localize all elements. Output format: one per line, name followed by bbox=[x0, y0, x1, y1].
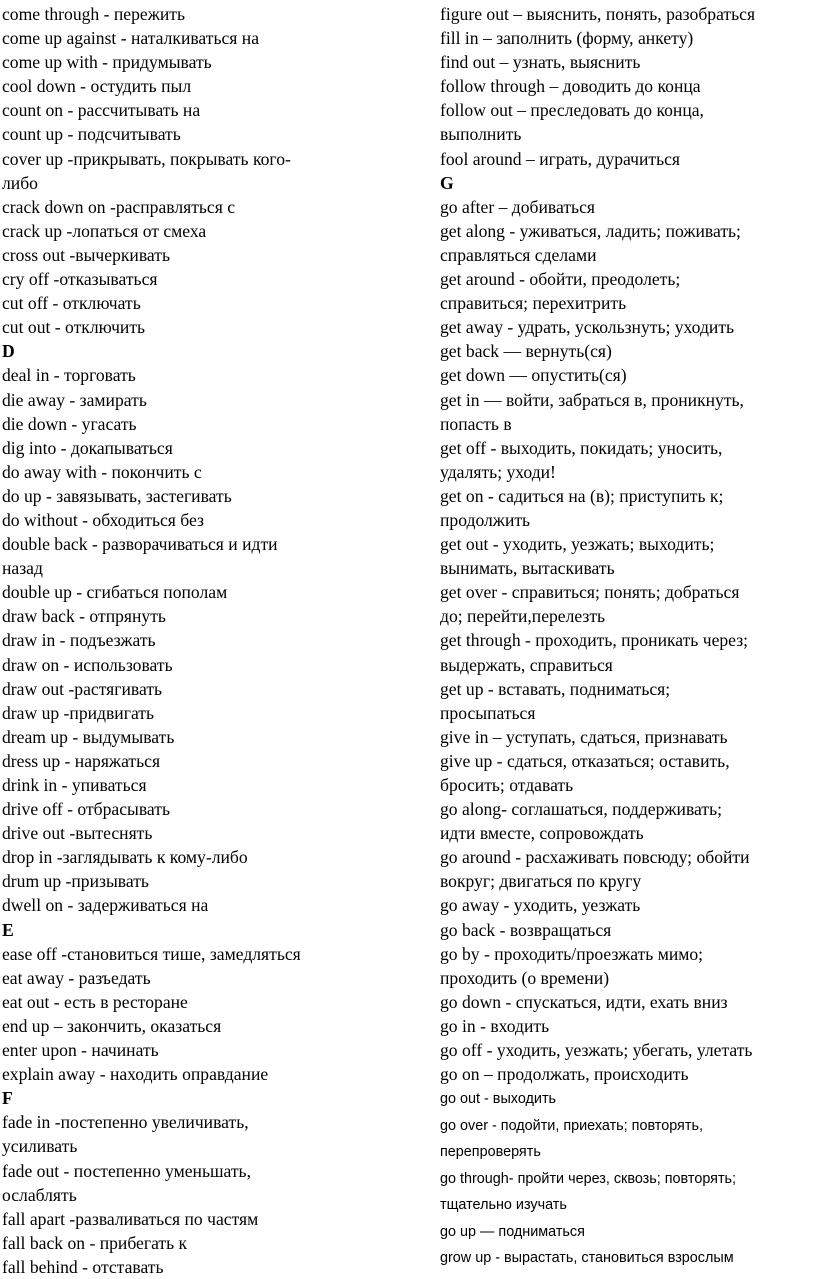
dictionary-line: fall back on - прибегать к bbox=[2, 1232, 188, 1253]
dictionary-line: cut off - отключать bbox=[2, 293, 141, 314]
dictionary-line: go after – добиваться bbox=[440, 196, 595, 217]
dictionary-line: go through- пройти через, сквозь; повторять; bbox=[440, 1170, 737, 1187]
dictionary-line: удалять; уходи! bbox=[440, 461, 556, 482]
dictionary-line: deal in - торговать bbox=[2, 365, 136, 386]
dictionary-line: go out - выходить bbox=[440, 1091, 557, 1108]
dictionary-line: справиться; перехитрить bbox=[440, 293, 627, 314]
dictionary-line: справляться сделами bbox=[440, 244, 597, 265]
dictionary-line: eat away - разъедать bbox=[2, 967, 151, 988]
dictionary-line: либо bbox=[2, 172, 38, 193]
dictionary-line: fall behind - отставать bbox=[2, 1256, 164, 1277]
dictionary-line: fall apart -разваливаться по частям bbox=[2, 1208, 259, 1229]
dictionary-line: до; перейти,перелезть bbox=[440, 606, 606, 627]
dictionary-line: go off - уходить, уезжать; убегать, улетать bbox=[440, 1040, 753, 1061]
dictionary-line: cross out -вычеркивать bbox=[2, 244, 170, 265]
dictionary-line: go on – продолжать, происходить bbox=[440, 1064, 689, 1085]
dictionary-line: попасть в bbox=[440, 413, 512, 434]
dictionary-line: draw back - отпрянуть bbox=[2, 606, 166, 627]
dictionary-line: go over - подойти, приехать; повторять, bbox=[440, 1117, 703, 1134]
dictionary-line: fade out - постепенно уменьшать, bbox=[2, 1160, 251, 1181]
dictionary-line: выполнить bbox=[440, 124, 522, 145]
dictionary-line: count on - рассчитывать на bbox=[2, 100, 201, 121]
dictionary-line: get around - обойти, преодолеть; bbox=[440, 269, 681, 290]
dictionary-line: go in - входить bbox=[440, 1015, 550, 1036]
dictionary-line: drive off - отбрасывать bbox=[2, 799, 170, 820]
left-column bbox=[2, 2, 402, 1279]
section-header: G bbox=[440, 172, 454, 193]
dictionary-line: вынимать, вытаскивать bbox=[440, 558, 615, 579]
dictionary-line: crack down on -расправляться с bbox=[2, 196, 236, 217]
dictionary-line: get through - проходить, проникать через; bbox=[440, 630, 749, 651]
dictionary-line: вокруг; двигаться по кругу bbox=[440, 871, 642, 892]
dictionary-line: get over - справиться; понять; добраться bbox=[440, 582, 740, 603]
dictionary-line: fill in – заполнить (форму, анкету) bbox=[440, 28, 694, 49]
dictionary-line: double up - сгибаться пополам bbox=[2, 582, 228, 603]
dictionary-line: drop in -заглядывать к кому-либо bbox=[2, 847, 248, 868]
dictionary-line: die down - угасать bbox=[2, 413, 137, 434]
dictionary-line: do up - завязывать, застегивать bbox=[2, 485, 232, 506]
dictionary-line: do away with - покончить с bbox=[2, 461, 202, 482]
dictionary-line: get out - уходить, уезжать; выходить; bbox=[440, 534, 715, 555]
dictionary-line: draw out -растягивать bbox=[2, 678, 163, 699]
dictionary-line: give up - сдаться, отказаться; оставить, bbox=[440, 750, 730, 771]
dictionary-line: double back - разворачиваться и идти bbox=[2, 534, 278, 555]
dictionary-line: find out – узнать, выяснить bbox=[440, 52, 641, 73]
dictionary-line: get on - садиться на (в); приступить к; bbox=[440, 485, 724, 506]
dictionary-line: go up — подниматься bbox=[440, 1223, 585, 1240]
dictionary-line: give in – уступать, сдаться, признавать bbox=[440, 726, 728, 747]
dictionary-line: get away - удрать, ускользнуть; уходить bbox=[440, 317, 735, 338]
dictionary-line: fade in -постепенно увеличивать, bbox=[2, 1112, 249, 1133]
dictionary-line: drink in - упиваться bbox=[2, 775, 147, 795]
dictionary-line: cool down - остудить пыл bbox=[2, 76, 192, 97]
dictionary-line: тщательно изучать bbox=[440, 1197, 567, 1214]
dictionary-line: усиливать bbox=[2, 1136, 78, 1157]
dictionary-line: fool around – играть, дурачиться bbox=[440, 148, 681, 169]
dictionary-line: go around - расхаживать повсюду; обойти bbox=[440, 847, 750, 868]
dictionary-line: go along- соглашаться, поддерживать; bbox=[440, 799, 722, 820]
dictionary-line: draw on - использовать bbox=[2, 654, 173, 675]
dictionary-line: cover up -прикрывать, покрывать кого- bbox=[2, 148, 291, 169]
dictionary-line: get along - уживаться, ладить; поживать; bbox=[440, 220, 741, 241]
section-header: D bbox=[2, 341, 15, 362]
dictionary-line: go by - проходить/проезжать мимо; bbox=[440, 943, 704, 964]
dictionary-line: идти вместе, сопровождать bbox=[440, 823, 644, 844]
right-column bbox=[440, 2, 816, 1272]
dictionary-line: follow through – доводить до конца bbox=[440, 76, 701, 97]
section-header: F bbox=[2, 1088, 13, 1109]
dictionary-line: go back - возвращаться bbox=[440, 919, 612, 940]
dictionary-line: get off - выходить, покидать; уносить, bbox=[440, 437, 723, 458]
dictionary-line: бросить; отдавать bbox=[440, 775, 574, 795]
dictionary-line: dream up - выдумывать bbox=[2, 726, 175, 747]
dictionary-line: come up against - наталкиваться на bbox=[2, 28, 260, 49]
dictionary-line: cry off -отказываться bbox=[2, 269, 158, 290]
dictionary-line: come up with - придумывать bbox=[2, 52, 212, 73]
dictionary-line: ослаблять bbox=[2, 1184, 77, 1205]
dictionary-line: drum up -призывать bbox=[2, 871, 149, 892]
dictionary-line: выдержать, справиться bbox=[440, 654, 613, 675]
dictionary-line: cut out - отключить bbox=[2, 317, 146, 338]
dictionary-line: get in — войти, забраться в, проникнуть, bbox=[440, 389, 744, 410]
dictionary-line: просыпаться bbox=[440, 702, 536, 723]
dictionary-line: drive out -вытеснять bbox=[2, 823, 153, 844]
dictionary-line: go away - уходить, уезжать bbox=[440, 895, 641, 916]
section-header: E bbox=[2, 919, 14, 940]
dictionary-line: get back — вернуть(ся) bbox=[440, 341, 612, 362]
dictionary-line: get up - вставать, подниматься; bbox=[440, 678, 671, 699]
dictionary-line: figure out – выяснить, понять, разобраться bbox=[440, 4, 756, 24]
dictionary-line: draw up -придвигать bbox=[2, 702, 155, 723]
dictionary-line: назад bbox=[2, 558, 43, 579]
dictionary-line: enter upon - начинать bbox=[2, 1040, 159, 1061]
dictionary-line: count up - подсчитывать bbox=[2, 124, 181, 145]
dictionary-line: do without - обходиться без bbox=[2, 509, 204, 530]
dictionary-line: перепроверять bbox=[440, 1144, 541, 1161]
dictionary-line: eat out - есть в ресторане bbox=[2, 991, 188, 1012]
dictionary-line: come through - пережить bbox=[2, 4, 185, 24]
dictionary-line: проходить (о времени) bbox=[440, 967, 610, 988]
dictionary-line: go down - спускаться, идти, ехать вниз bbox=[440, 991, 728, 1012]
dictionary-line: crack up -лопаться от смеха bbox=[2, 220, 207, 241]
dictionary-line: продолжить bbox=[440, 509, 531, 530]
dictionary-line: dig into - докапываться bbox=[2, 437, 173, 458]
dictionary-line: dress up - наряжаться bbox=[2, 750, 161, 771]
dictionary-line: end up – закончить, оказаться bbox=[2, 1015, 222, 1036]
dictionary-line: grow up - вырастать, становиться взрослым bbox=[440, 1250, 734, 1267]
dictionary-line: get down — опустить(ся) bbox=[440, 365, 627, 386]
dictionary-line: die away - замирать bbox=[2, 389, 147, 410]
dictionary-line: ease off -становиться тише, замедляться bbox=[2, 943, 301, 964]
dictionary-line: follow out – преследовать до конца, bbox=[440, 100, 704, 121]
dictionary-line: draw in - подъезжать bbox=[2, 630, 156, 651]
dictionary-line: explain away - находить оправдание bbox=[2, 1064, 269, 1085]
dictionary-line: dwell on - задерживаться на bbox=[2, 895, 209, 916]
